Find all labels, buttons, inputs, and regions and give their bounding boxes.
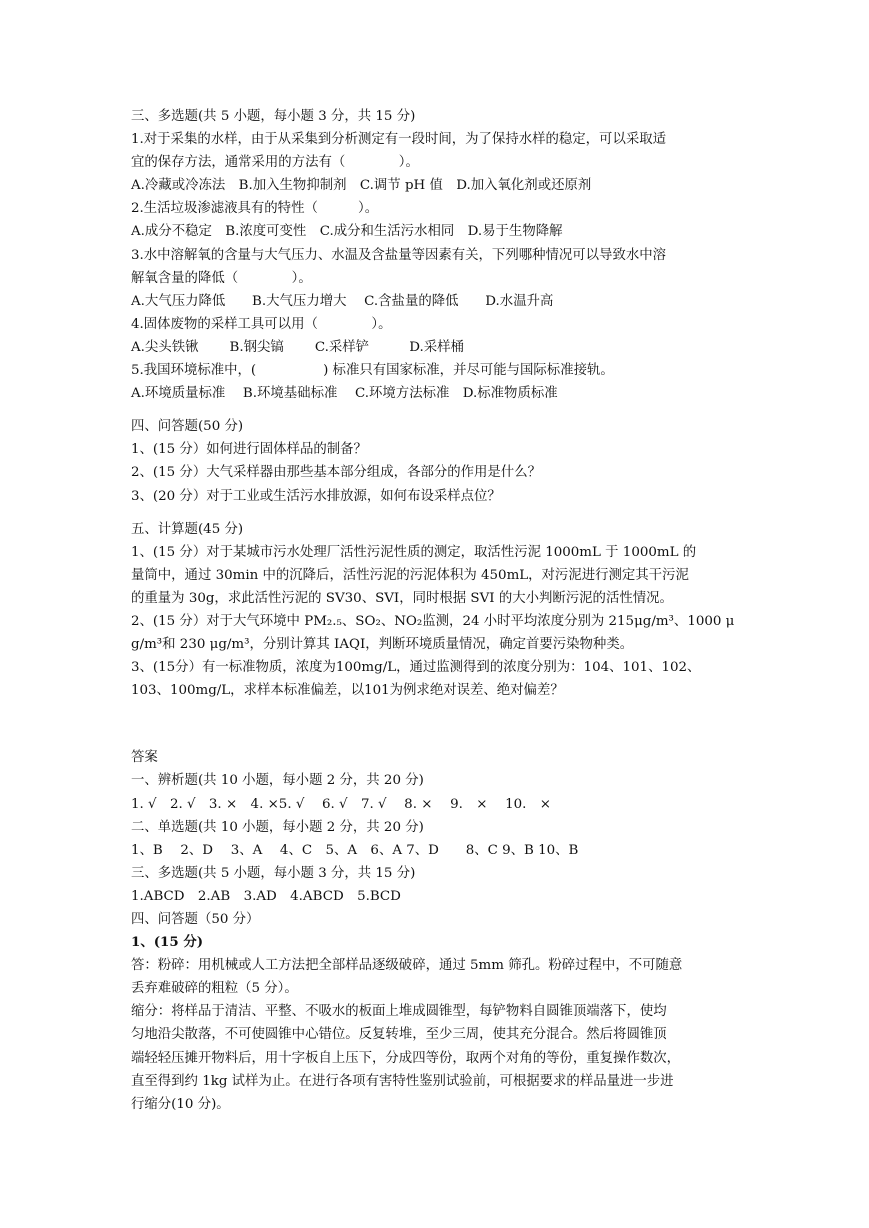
spacer xyxy=(131,405,741,415)
multiple-choice-questions xyxy=(131,128,741,405)
text-line: 1.对于采集的水样，由于从采集到分析测定有一段时间，为了保持水样的稳定，可以采取适 xyxy=(131,132,667,148)
text-line: 三、多选题(共 5 小题，每小题 3 分，共 15 分) xyxy=(131,865,416,881)
text-line: 直至得到约 1kg 试样为止。在进行各项有害特性鉴别试验前，可根据要求的样品量进一步进 xyxy=(131,1073,674,1089)
text-line: 端轻轻压摊开物料后，用十字板自上压下，分成四等份，取两个对角的等份，重复操作数次， xyxy=(131,1050,681,1066)
text-line: g/m³和 230 μg/m³，分别计算其 IAQI，判断环境质量情况，确定首要污染物种类。 xyxy=(131,637,634,653)
text-line: 一、辨析题(共 10 小题，每小题 2 分，共 20 分) xyxy=(131,773,424,789)
text-line: 2、(15 分）对于大气环境中 PM₂.₅、SO₂、NO₂监测，24 小时平均浓度分别为 215μg/m³、1000 μ xyxy=(131,613,735,629)
text-line: 宜的保存方法，通常采用的方法有（ ）。 xyxy=(131,155,419,171)
text-line: 匀地沿尖散落，不可使圆锥中心错位。反复转堆，至少三周，使其充分混合。然后将圆锥顶 xyxy=(131,1027,667,1043)
text-line: 1. √ 2. √ 3. × 4. ×5. √ 6. √ 7. √ 8. × 9. × 10. × xyxy=(131,796,552,812)
text-line: 1、B 2、D 3、A 4、C 5、A 6、A 7、D 8、C 9、B 10、B xyxy=(131,842,579,858)
text-line: 103、100mg/L，求样本标准偏差，以101为例求绝对误差、绝对偏差？ xyxy=(131,683,564,699)
calculation-questions xyxy=(131,541,741,703)
text-line: 缩分：将样品于清洁、平整、不吸水的板面上堆成圆锥型，每铲物料自圆锥顶端落下，使均 xyxy=(131,1004,667,1020)
short-answer-questions xyxy=(131,438,741,507)
text-line: 丢弃难破碎的粗粒（5 分）。 xyxy=(131,981,298,997)
text-line: 的重量为 30g，求此活性污泥的 SV30、SVI，同时根据 SVI 的大小判断污泥的活性情况。 xyxy=(131,590,673,606)
section-heading-multiple-choice: 三、多选题(共 5 小题，每小题 3 分，共 15 分) xyxy=(131,109,416,124)
text-line: 四、问答题（50 分） xyxy=(131,912,260,927)
text-line: 解氧含量的降低（ ）。 xyxy=(131,270,312,286)
text-line: A.环境质量标准 B.环境基础标准 C.环境方法标准 D.标准物质标准 xyxy=(131,386,558,402)
answer-key xyxy=(131,769,741,931)
text-line: 答：粉碎：用机械或人工方法把全部样品逐级破碎，通过 5mm 筛孔。粉碎过程中，不可随意 xyxy=(131,958,683,974)
text-line: 1.ABCD 2.AB 3.AD 4.ABCD 5.BCD xyxy=(131,888,401,904)
text-line: 1、(15 分）对于某城市污水处理厂活性污泥性质的测定，取活性污泥 1000mL 于 1000mL 的 xyxy=(131,544,697,560)
text-line: 3.水中溶解氧的含量与大气压力、水温及含盐量等因素有关，下列哪种情况可以导致水中溶 xyxy=(131,247,667,263)
text-line: 量筒中，通过 30min 中的沉降后，活性污泥的污泥体积为 450mL，对污泥进行测定其干污泥 xyxy=(131,567,689,583)
text-line: A.冷藏或冷冻法 B.加入生物抑制剂 C.调节 pH 值 D.加入氧化剂或还原剂 xyxy=(131,178,592,194)
answer-q1-heading: 1、(15 分) xyxy=(131,934,204,951)
text-line: 5.我国环境标准中，( ) 标准只有国家标准，并尽可能与国际标准接轨。 xyxy=(131,363,614,379)
answer-q1-body xyxy=(131,954,741,1116)
section-heading-calculation: 五、计算题(45 分) xyxy=(131,521,244,537)
text-line: 2.生活垃圾渗滤液具有的特性（ ）。 xyxy=(131,201,379,217)
text-line: 3、(15分）有一标准物质，浓度为100mg/L，通过监测得到的浓度分别为：104、101、102、 xyxy=(131,660,701,676)
text-line: 2、(15 分）大气采样器由那些基本部分组成，各部分的作用是什么？ xyxy=(131,465,541,481)
section-heading-short-answer: 四、问答题(50 分) xyxy=(131,419,244,435)
text-line: 二、单选题(共 10 小题，每小题 2 分，共 20 分) xyxy=(131,819,424,835)
spacer xyxy=(131,702,741,746)
document-content xyxy=(131,105,741,1116)
text-line: 1、(15 分）如何进行固体样品的制备？ xyxy=(131,442,367,458)
text-line: 3、(20 分）对于工业或生活污水排放源，如何布设采样点位？ xyxy=(131,488,501,504)
text-line: A.成分不稳定 B.浓度可变性 C.成分和生活污水相同 D.易于生物降解 xyxy=(131,224,563,240)
text-line: 4.固体废物的采样工具可以用（ ）。 xyxy=(131,316,392,332)
spacer xyxy=(131,508,741,518)
answers-title: 答案 xyxy=(131,750,158,766)
text-line: A.尖头铁锹 B.钢尖镐 C.采样铲 D.采样桶 xyxy=(131,339,464,355)
text-line: 行缩分(10 分)。 xyxy=(131,1096,230,1112)
text-line: A.大气压力降低 B.大气压力增大 C.含盐量的降低 D.水温升高 xyxy=(131,293,554,309)
